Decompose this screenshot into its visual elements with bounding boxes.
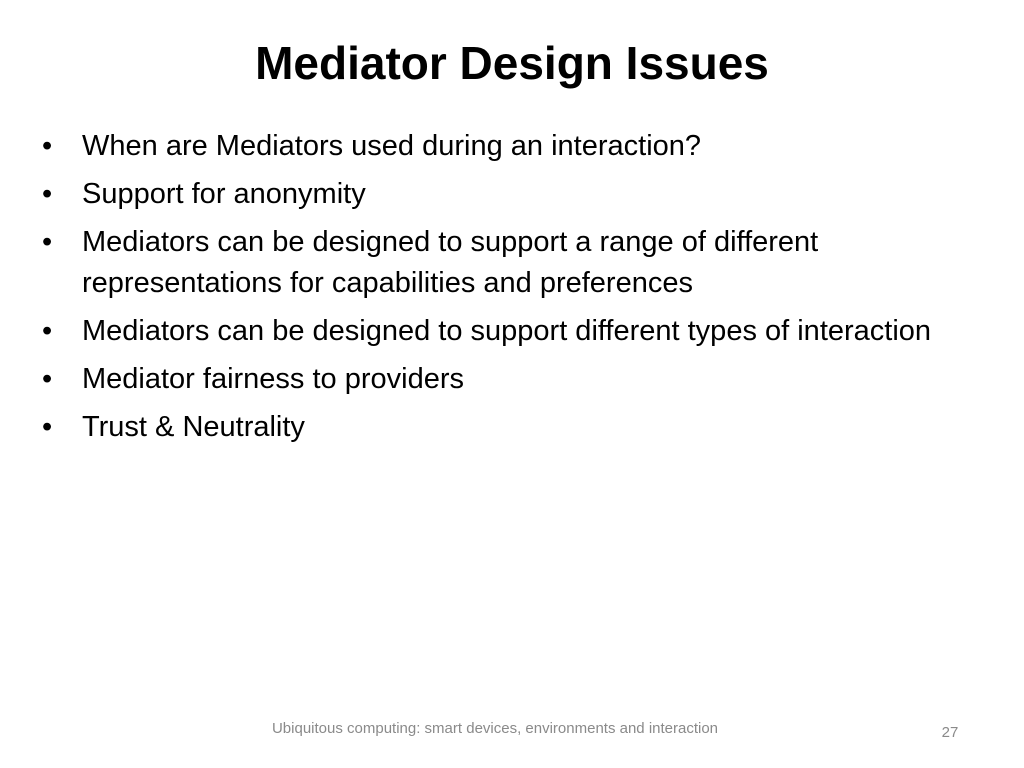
bullet-text: When are Mediators used during an interaction?	[82, 130, 702, 162]
bullet-item	[40, 311, 970, 352]
bullet-item	[40, 222, 970, 304]
bullet-text: Mediator fairness to providers	[82, 363, 464, 395]
bullet-item	[40, 407, 970, 448]
bullet-dot-icon: •	[42, 411, 53, 443]
slide-footer: Ubiquitous computing: smart devices, environments and interaction	[271, 720, 719, 737]
slide-title: Mediator Design Issues	[255, 37, 769, 89]
bullet-text: Mediators can be designed to support a range of different representations for capabilities and preferences	[82, 226, 819, 299]
page-number: 27	[941, 724, 959, 741]
bullet-dot-icon: •	[42, 363, 53, 395]
bullet-list	[40, 126, 970, 455]
bullet-item	[40, 126, 970, 167]
bullet-text: Mediators can be designed to support different types of interaction	[82, 315, 932, 347]
bullet-item	[40, 359, 970, 400]
bullet-dot-icon: •	[42, 226, 53, 258]
bullet-item	[40, 174, 970, 215]
bullet-text: Trust & Neutrality	[82, 411, 305, 443]
bullet-dot-icon: •	[42, 130, 53, 162]
bullet-dot-icon: •	[42, 178, 53, 210]
bullet-dot-icon: •	[42, 315, 53, 347]
bullet-text: Support for anonymity	[82, 178, 366, 210]
